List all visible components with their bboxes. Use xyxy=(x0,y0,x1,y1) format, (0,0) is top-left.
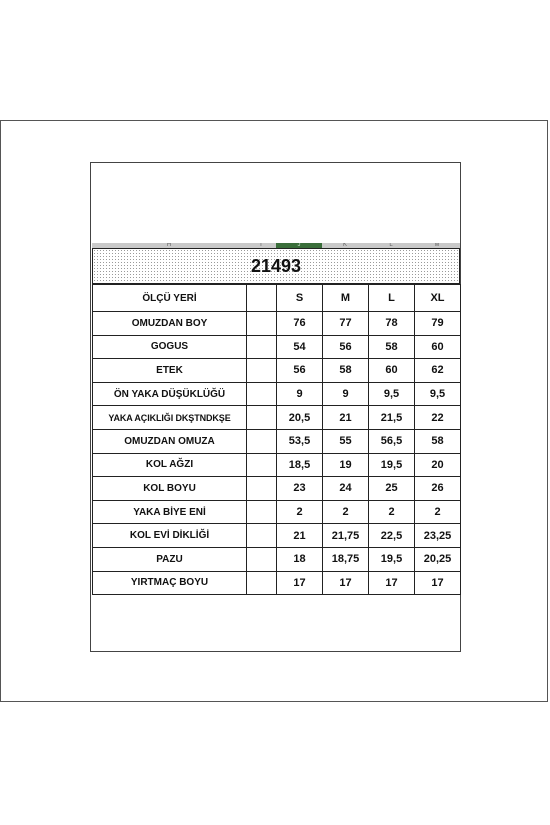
column-letter-l[interactable]: L xyxy=(389,243,393,248)
measurement-label[interactable]: PAZU xyxy=(93,547,247,571)
value-cell-l[interactable]: 78 xyxy=(369,312,415,336)
table-row xyxy=(93,382,461,406)
value-cell-xl[interactable]: 60 xyxy=(415,335,461,359)
table-row xyxy=(93,571,461,595)
value-cell-xl[interactable]: 9,5 xyxy=(415,382,461,406)
value-cell-xl[interactable]: 79 xyxy=(415,312,461,336)
value-cell-s[interactable]: 9 xyxy=(277,382,323,406)
empty-cell[interactable] xyxy=(247,382,277,406)
value-cell-m[interactable]: 19 xyxy=(323,453,369,477)
value-cell-l[interactable]: 17 xyxy=(369,571,415,595)
table-row xyxy=(93,429,461,453)
value-cell-l[interactable]: 21,5 xyxy=(369,406,415,430)
measurement-label[interactable]: GOGUS xyxy=(93,335,247,359)
value-cell-s[interactable]: 53,5 xyxy=(277,429,323,453)
table-row xyxy=(93,477,461,501)
value-cell-m[interactable]: 58 xyxy=(323,359,369,383)
value-cell-l[interactable]: 60 xyxy=(369,359,415,383)
table-row xyxy=(93,547,461,571)
header-size-s[interactable]: S xyxy=(277,285,323,312)
header-size-m[interactable]: M xyxy=(323,285,369,312)
value-cell-m[interactable]: 56 xyxy=(323,335,369,359)
value-cell-m[interactable]: 18,75 xyxy=(323,547,369,571)
value-cell-xl[interactable]: 22 xyxy=(415,406,461,430)
table-header-row xyxy=(93,285,461,312)
value-cell-s[interactable]: 18 xyxy=(277,547,323,571)
value-cell-m[interactable]: 9 xyxy=(323,382,369,406)
value-cell-l[interactable]: 25 xyxy=(369,477,415,501)
value-cell-s[interactable]: 17 xyxy=(277,571,323,595)
value-cell-m[interactable]: 21 xyxy=(323,406,369,430)
value-cell-m[interactable]: 55 xyxy=(323,429,369,453)
value-cell-s[interactable]: 20,5 xyxy=(277,406,323,430)
value-cell-m[interactable]: 77 xyxy=(323,312,369,336)
value-cell-s[interactable]: 21 xyxy=(277,524,323,548)
value-cell-xl[interactable]: 62 xyxy=(415,359,461,383)
value-cell-xl[interactable]: 23,25 xyxy=(415,524,461,548)
value-cell-s[interactable]: 54 xyxy=(277,335,323,359)
table-row xyxy=(93,312,461,336)
value-cell-s[interactable]: 56 xyxy=(277,359,323,383)
value-cell-m[interactable]: 2 xyxy=(323,500,369,524)
column-letter-h[interactable]: H xyxy=(166,243,172,248)
measurement-label[interactable]: KOL AĞZI xyxy=(93,453,247,477)
empty-cell[interactable] xyxy=(247,335,277,359)
value-cell-xl[interactable]: 17 xyxy=(415,571,461,595)
measurement-label[interactable]: YAKA BİYE ENİ xyxy=(93,500,247,524)
value-cell-s[interactable]: 2 xyxy=(277,500,323,524)
empty-cell[interactable] xyxy=(247,453,277,477)
empty-cell[interactable] xyxy=(247,406,277,430)
empty-cell[interactable] xyxy=(247,524,277,548)
table-row xyxy=(93,500,461,524)
value-cell-l[interactable]: 19,5 xyxy=(369,453,415,477)
measurement-label[interactable]: KOL EVİ DİKLİĞİ xyxy=(93,524,247,548)
size-chart-table xyxy=(92,284,461,595)
value-cell-l[interactable]: 58 xyxy=(369,335,415,359)
empty-cell[interactable] xyxy=(247,500,277,524)
header-size-l[interactable]: L xyxy=(369,285,415,312)
model-number-title: 21493 xyxy=(250,256,302,276)
value-cell-xl[interactable]: 2 xyxy=(415,500,461,524)
value-cell-m[interactable]: 17 xyxy=(323,571,369,595)
header-empty[interactable] xyxy=(247,285,277,312)
column-letter-k[interactable]: K xyxy=(342,243,347,248)
header-size-xl[interactable]: XL xyxy=(415,285,461,312)
measurement-label[interactable]: ETEK xyxy=(93,359,247,383)
table-row xyxy=(93,524,461,548)
value-cell-l[interactable]: 2 xyxy=(369,500,415,524)
table-row xyxy=(93,406,461,430)
measurement-label[interactable]: YIRTMAÇ BOYU xyxy=(93,571,247,595)
empty-cell[interactable] xyxy=(247,312,277,336)
column-letter-i[interactable]: I xyxy=(260,243,262,248)
measurement-label[interactable]: ÖN YAKA DÜŞÜKLÜĞÜ xyxy=(93,382,247,406)
value-cell-l[interactable]: 56,5 xyxy=(369,429,415,453)
table-row xyxy=(93,359,461,383)
header-measurement[interactable]: ÖLÇÜ YERİ xyxy=(93,285,247,312)
measurement-label[interactable]: KOL BOYU xyxy=(93,477,247,501)
value-cell-l[interactable]: 19,5 xyxy=(369,547,415,571)
value-cell-xl[interactable]: 20,25 xyxy=(415,547,461,571)
value-cell-xl[interactable]: 26 xyxy=(415,477,461,501)
column-letter-m[interactable]: M xyxy=(434,243,440,248)
value-cell-xl[interactable]: 20 xyxy=(415,453,461,477)
value-cell-xl[interactable]: 58 xyxy=(415,429,461,453)
value-cell-s[interactable]: 76 xyxy=(277,312,323,336)
table-row xyxy=(93,453,461,477)
value-cell-s[interactable]: 23 xyxy=(277,477,323,501)
measurement-label[interactable]: OMUZDAN BOY xyxy=(93,312,247,336)
empty-cell[interactable] xyxy=(247,429,277,453)
measurement-label[interactable]: YAKA AÇIKLIĞI DKŞTNDKŞE xyxy=(93,406,247,430)
empty-cell[interactable] xyxy=(247,477,277,501)
empty-cell[interactable] xyxy=(247,547,277,571)
value-cell-l[interactable]: 22,5 xyxy=(369,524,415,548)
measurement-label[interactable]: OMUZDAN OMUZA xyxy=(93,429,247,453)
value-cell-l[interactable]: 9,5 xyxy=(369,382,415,406)
value-cell-m[interactable]: 21,75 xyxy=(323,524,369,548)
table-row xyxy=(93,335,461,359)
column-letter-j[interactable]: J xyxy=(276,243,322,248)
empty-cell[interactable] xyxy=(247,359,277,383)
empty-cell[interactable] xyxy=(247,571,277,595)
value-cell-m[interactable]: 24 xyxy=(323,477,369,501)
value-cell-s[interactable]: 18,5 xyxy=(277,453,323,477)
title-band xyxy=(92,248,460,284)
